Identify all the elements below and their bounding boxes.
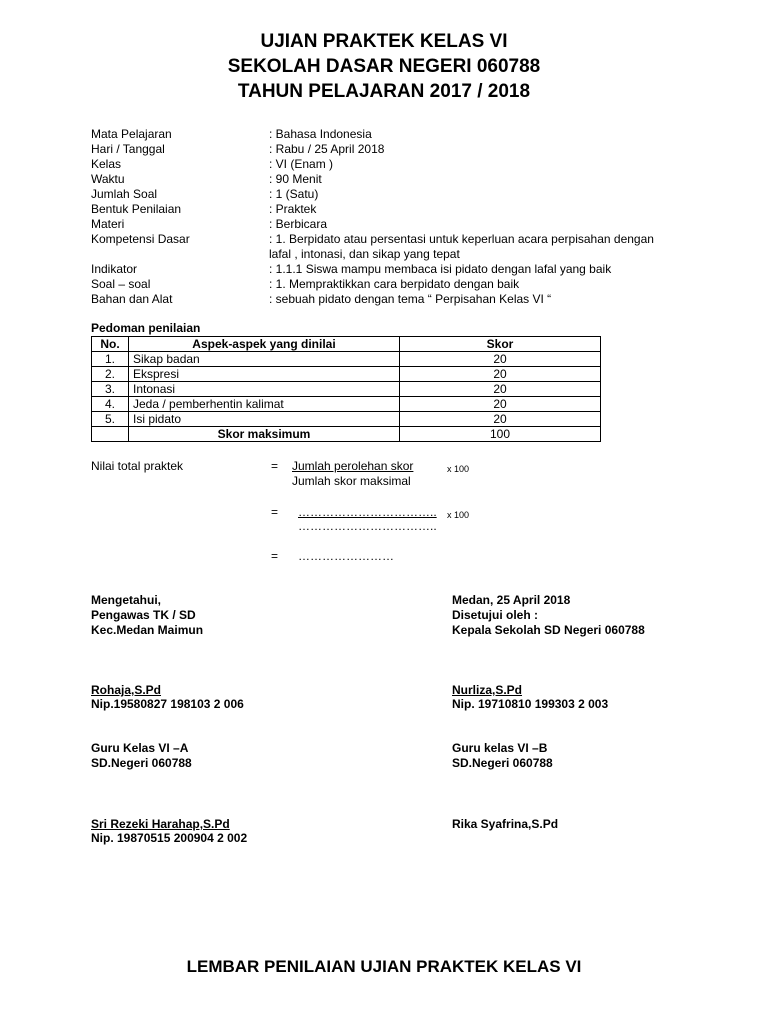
row-aspek: Intonasi (129, 382, 400, 397)
right-header-1: Medan, 25 April 2018 (452, 593, 571, 607)
row-no: 2. (92, 367, 129, 382)
formula-denominator: Jumlah skor maksimal (292, 474, 411, 488)
guru-b-title: Guru kelas VI –B (452, 741, 548, 755)
row-skor: 20 (400, 367, 601, 382)
info-key: Kelas (91, 157, 122, 171)
info-key: Soal – soal (91, 277, 151, 291)
table-total-row (92, 427, 601, 442)
header-aspek: Aspek-aspek yang dinilai (129, 337, 400, 352)
guru-b-name: Rika Syafrina,S.Pd (452, 817, 559, 831)
kepsek-name: Nurliza,S.Pd (452, 683, 523, 697)
info-value: : Rabu / 25 April 2018 (269, 142, 385, 156)
info-key: Bentuk Penilaian (91, 202, 182, 216)
row-no: 4. (92, 397, 129, 412)
table-row (92, 397, 601, 412)
footer-title: LEMBAR PENILAIAN UJIAN PRAKTEK KELAS VI (186, 957, 582, 976)
info-value: : VI (Enam ) (269, 157, 334, 171)
formula-eq-1: = (271, 459, 279, 473)
left-header-3: Kec.Medan Maimun (91, 623, 204, 637)
row-skor: 20 (400, 352, 601, 367)
guru-a-title: Guru Kelas VI –A (91, 741, 189, 755)
row-skor: 20 (400, 412, 601, 427)
info-value: : 90 Menit (269, 172, 322, 186)
info-value: : Bahasa Indonesia (269, 127, 372, 141)
info-key: Bahan dan Alat (91, 292, 173, 306)
table-row (92, 382, 601, 397)
kepsek-nip: Nip. 19710810 199303 2 003 (452, 697, 609, 711)
table-row (92, 367, 601, 382)
info-key: Waktu (91, 172, 125, 186)
row-no: 3. (92, 382, 129, 397)
row-skor: 20 (400, 382, 601, 397)
info-row (91, 202, 669, 217)
info-row (91, 187, 669, 202)
row-no: 5. (92, 412, 129, 427)
total-label: Skor maksimum (129, 427, 400, 442)
row-skor: 20 (400, 397, 601, 412)
info-row (91, 217, 669, 232)
formula-dots-den: …………………………….. (298, 519, 437, 533)
exam-info (91, 127, 669, 307)
formula-eq-2: = (271, 505, 279, 519)
row-no-empty (92, 427, 129, 442)
formula-times-2: x 100 (447, 510, 470, 520)
right-header-2: Disetujui oleh : (452, 608, 539, 622)
right-header-3: Kepala Sekolah SD Negeri 060788 (452, 623, 645, 637)
table-row (92, 352, 601, 367)
guru-b-school: SD.Negeri 060788 (452, 756, 553, 770)
info-value: : Berbicara (269, 217, 328, 231)
left-header-1: Mengetahui, (91, 593, 162, 607)
formula-label: Nilai total praktek (91, 459, 184, 473)
guru-a-name: Sri Rezeki Harahap,S.Pd (91, 817, 230, 831)
info-row (91, 127, 669, 142)
row-aspek: Sikap badan (129, 352, 400, 367)
row-aspek: Ekspresi (129, 367, 400, 382)
info-value: : Praktek (269, 202, 317, 216)
guru-a-school: SD.Negeri 060788 (91, 756, 192, 770)
formula-numerator: Jumlah perolehan skor (292, 459, 414, 473)
info-value: : 1 (Satu) (269, 187, 319, 201)
info-row (91, 262, 669, 277)
info-key: Hari / Tanggal (91, 142, 165, 156)
header-line-3: TAHUN PELAJARAN 2017 / 2018 (237, 81, 531, 102)
guru-a-nip: Nip. 19870515 200904 2 002 (91, 831, 248, 845)
info-key: Mata Pelajaran (91, 127, 172, 141)
info-value: : sebuah pidato dengan tema “ Perpisahan Kelas VI “ (269, 292, 552, 306)
info-row (91, 157, 669, 172)
formula-dots-result: …………………… (298, 549, 394, 563)
header-no: No. (92, 337, 129, 352)
info-row (91, 172, 669, 187)
pengawas-nip: Nip.19580827 198103 2 006 (91, 697, 244, 711)
formula-eq-3: = (271, 549, 279, 563)
row-no: 1. (92, 352, 129, 367)
total-value: 100 (400, 427, 601, 442)
info-key: Jumlah Soal (91, 187, 158, 201)
info-key: Indikator (91, 262, 138, 276)
pedoman-table (91, 336, 601, 442)
header-line-1: UJIAN PRAKTEK KELAS VI (260, 31, 508, 52)
info-key: Kompetensi Dasar (91, 232, 190, 246)
table-header-row (92, 337, 601, 352)
info-value: : 1.1.1 Siswa mampu membaca isi pidato dengan lafal yang baik (269, 262, 612, 276)
info-row (91, 292, 669, 307)
info-value: : 1. Mempraktikkan cara berpidato dengan baik (269, 277, 520, 291)
left-header-2: Pengawas TK / SD (91, 608, 196, 622)
header-line-2: SEKOLAH DASAR NEGERI 060788 (227, 56, 541, 77)
row-aspek: Jeda / pemberhentin kalimat (129, 397, 400, 412)
info-row (91, 277, 669, 292)
info-key: Materi (91, 217, 125, 231)
header-skor: Skor (400, 337, 601, 352)
pengawas-name: Rohaja,S.Pd (91, 683, 162, 697)
info-row (91, 232, 669, 262)
pedoman-title: Pedoman penilaian (91, 321, 201, 335)
row-aspek: Isi pidato (129, 412, 400, 427)
formula-dots-num: …………………………….. (298, 505, 437, 519)
table-row (92, 412, 601, 427)
info-row (91, 142, 669, 157)
formula-times-1: x 100 (447, 464, 470, 474)
info-value: : 1. Berpidato atau persentasi untuk keperluan acara perpisahan dengan lafal , intonasi, dan sikap yang tepat (269, 232, 654, 261)
